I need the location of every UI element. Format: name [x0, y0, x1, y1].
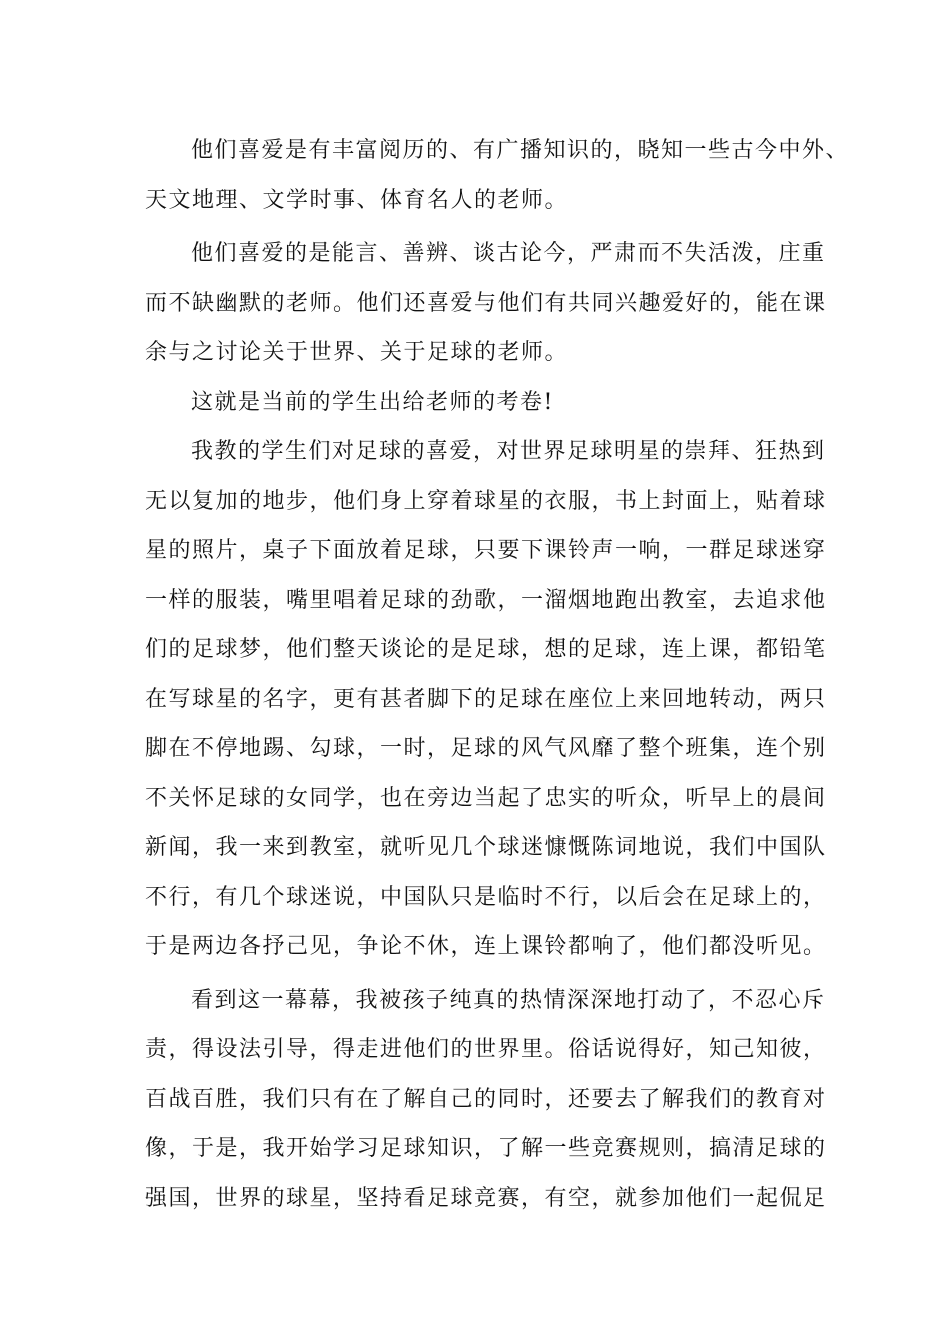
document-body: [145, 132, 850, 1229]
paragraph-5-line-4: 像，于是，我开始学习足球知识，了解一些竞赛规则，搞清足球的: [145, 1136, 827, 1161]
paragraph-3-line-1: 这就是当前的学生出给老师的考卷!: [191, 389, 554, 415]
paragraph-5-line-5: 强国，世界的球星，坚持看足球竞赛，有空，就参加他们一起侃足: [145, 1185, 827, 1211]
paragraph-4-line-11: 于是两边各抒己见，争论不休，连上课铃都响了，他们都没听见。: [145, 934, 827, 959]
paragraph-2-line-1: 他们喜爱的是能言、善辨、谈古论今，严肃而不失活泼，庄重: [191, 241, 826, 266]
paragraph-5-line-1: 看到这一幕幕，我被孩子纯真的热情深深地打动了，不忍心斥: [191, 987, 826, 1013]
paragraph-4-line-6: 在写球星的名字，更有甚者脚下的足球在座位上来回地转动，两只: [145, 686, 827, 712]
paragraph-4-line-7: 脚在不停地踢、勾球，一时，足球的风气风靡了整个班集，连个别: [145, 736, 827, 761]
paragraph-4-line-8: 不关怀足球的女同学，也在旁边当起了忠实的听众，听早上的晨间: [145, 785, 827, 811]
paragraph-4-line-3: 星的照片，桌子下面放着足球，只要下课铃声一响，一群足球迷穿: [145, 538, 827, 563]
paragraph-4-line-10: 不行，有几个球迷说，中国队只是临时不行，以后会在足球上的，: [145, 884, 827, 910]
paragraph-4-line-5: 们的足球梦，他们整天谈论的是足球，想的足球，连上课，都铅笔: [145, 637, 827, 662]
paragraph-5-line-2: 责，得设法引导，得走进他们的世界里。俗话说得好，知己知彼，: [145, 1037, 827, 1062]
paragraph-4-line-1: 我教的学生们对足球的喜爱，对世界足球明星的崇拜、狂热到: [191, 439, 826, 464]
paragraph-5-line-3: 百战百胜，我们只有在了解自己的同时，还要去了解我们的教育对: [145, 1086, 827, 1112]
paragraph-4-line-2: 无以复加的地步，他们身上穿着球星的衣服，书上封面上，贴着球: [145, 488, 827, 514]
paragraph-4-line-4: 一样的服装，嘴里唱着足球的劲歌，一溜烟地跑出教室，去追求他: [145, 587, 827, 613]
paragraph-2-line-3: 余与之讨论关于世界、关于足球的老师。: [145, 340, 569, 365]
paragraph-4-line-9: 新闻，我一来到教室，就听见几个球迷慷慨陈词地说，我们中国队: [145, 835, 827, 860]
paragraph-2-line-2: 而不缺幽默的老师。他们还喜爱与他们有共同兴趣爱好的，能在课: [145, 290, 827, 316]
paragraph-1-line-1: 他们喜爱是有丰富阅历的、有广播知识的，晓知一些古今中外、: [191, 138, 850, 163]
paragraph-1-line-2: 天文地理、文学时事、体育名人的老师。: [145, 187, 569, 213]
